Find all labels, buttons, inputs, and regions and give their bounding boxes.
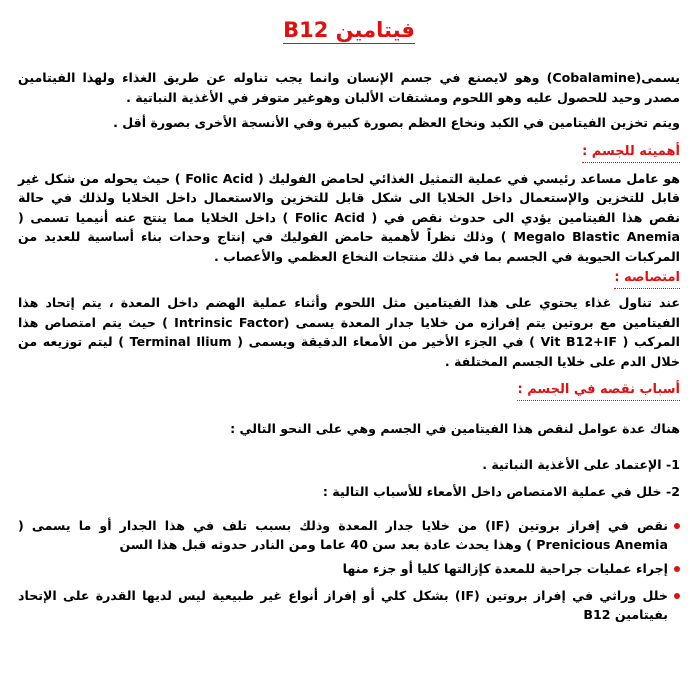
page-title (18, 16, 680, 44)
absorption-heading: امتصاصه : (614, 269, 680, 289)
deficiency-item-1: 1- الإعتماد على الأغذية النباتية . (482, 456, 680, 472)
absorption-section (18, 266, 680, 371)
deficiency-section (18, 371, 680, 624)
page-title-text: فيتامين B12 (283, 18, 415, 42)
intro-paragraph-1: يسمى(Cobalamine) وهو لايصنع في جسم الإنسان وانما يجب تناوله عن طريق الغذاء ولهذا الفيتامين مصدر وحيد للحصول عليه وهو اللحوم ومشتقات الألبان وهوغير متوفر في الأغذية النباتية . (18, 70, 680, 105)
intro-paragraph-2: ويتم تخزين الفيتامين في الكبد ونخاع العظم بصورة كبيرة وفي الأنسجة الأخرى بصورة أقل . (113, 115, 680, 130)
importance-paragraph: هو عامل مساعد رئيسي في عملية التمثيل الغذائي لحامض الفوليك ( Folic Acid ) حيث يحوله من شكل غير قابل للتخزين والإستعمال داخل الخلايا الى شكل قابل للتخزين والاستعمال داخل الخلايا ولذلك في حالة نقص هذا الفيتامين يؤدي الى حدوث نقص في ( Folic Acid ) داخل الخلايا مما ينتج عنه أنيميا تسمى ( Megalo Blastic Anemia ) وذلك نظراً لأهمية حامض الفوليك في إنتاج وحدات بناء أساسية للعديد من المركبات الحيوية في الجسم بما في ذلك منتجات النخاع العظمي والأعصاب . (18, 170, 681, 264)
bullet-text: إجراء عمليات جراحية للمعدة كإزالتها كليا أو جزء منها (342, 560, 668, 576)
list-item (18, 586, 680, 624)
bullet-dot-icon (674, 593, 680, 599)
deficiency-intro: هناك عدة عوامل لنقص هذا الفيتامين في الجسم وهي على النحو التالي : (230, 421, 680, 436)
deficiency-bullet-list (18, 516, 680, 624)
list-item (18, 559, 680, 578)
bullet-text: نقص في إفراز بروتين (IF) من خلايا جدار المعدة وذلك بسبب تلف في هذا الجدار أو ما يسمى ( Prenicious Anemia ) وهذا يحدث عادة بعد سن 40 عاما ومن النادر حدوثه قبل هذا السن (18, 517, 668, 552)
importance-section (18, 133, 680, 267)
absorption-paragraph: عند تناول غذاء يحتوي على هذا الفيتامين مثل اللحوم وأثناء عملية الهضم داخل المعدة ، يتم إتحاد هذا الفيتامين مع بروتين يتم إفرازه من خلايا جدار المعدة يسمى (Intrinsic Factor ) حيث يتم امتصاص هذا المركب ( Vit B12+IF ) في الجزء الأخير من الأمعاء الدقيقة ويسمى ( Terminal Ilium ) ليتم توزيعه من خلال الدم على خلايا الجسم المختلفة . (18, 295, 680, 369)
importance-heading: أهميته للجسم : (582, 143, 680, 163)
bullet-dot-icon (674, 566, 680, 572)
bullet-dot-icon (674, 523, 680, 529)
deficiency-item-2: 2- خلل في عملية الامتصاص داخل الأمعاء للأسباب التالية : (322, 484, 680, 499)
deficiency-heading: أسباب نقصه في الجسم : (517, 381, 680, 401)
intro-section (18, 68, 680, 133)
list-item (18, 516, 680, 554)
bullet-text: خلل وراثي في إفراز بروتين (IF) بشكل كلي أو إفراز أنواع غير طبيعية ليس لديها القدرة على الإتحاد بفيتامين B12 (18, 587, 668, 622)
